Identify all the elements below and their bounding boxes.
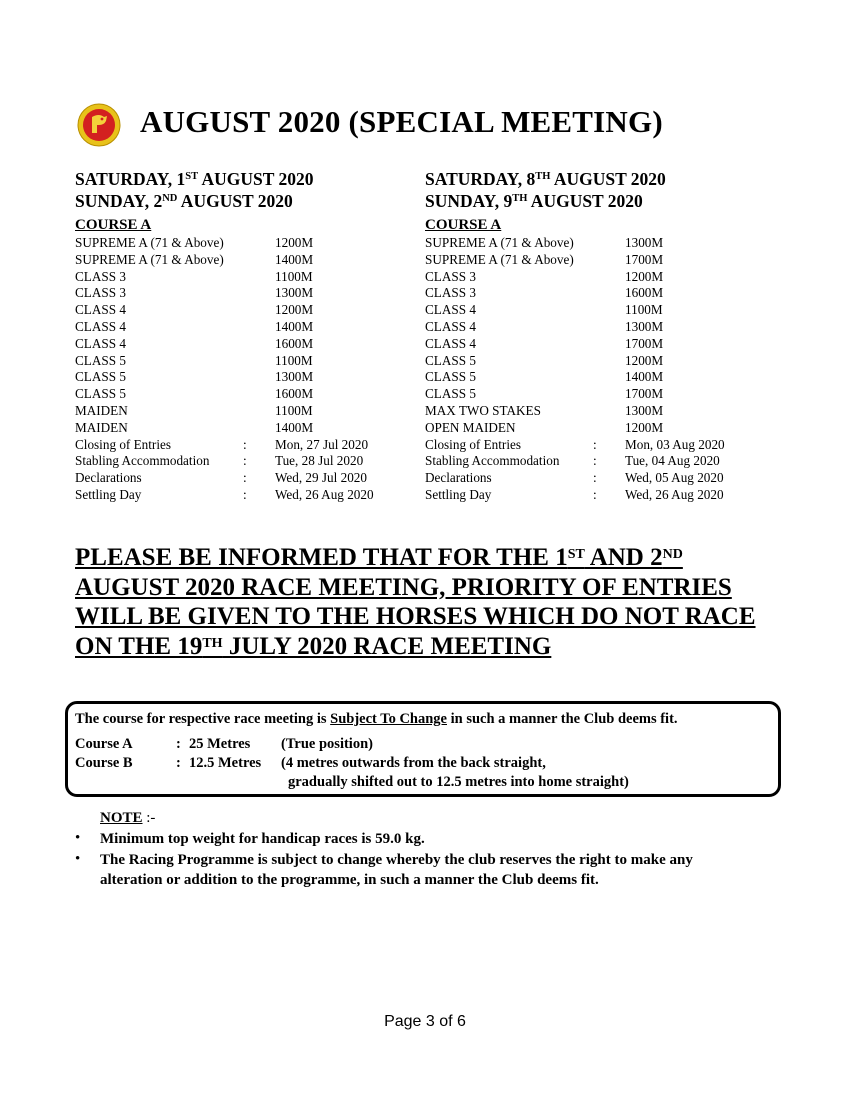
race-list — [425, 235, 765, 437]
bullet-icon: • — [75, 830, 81, 846]
race-row: MAX TWO STAKES 1300M — [425, 402, 664, 418]
meeting-date-2: SUNDAY, 2ND AUGUST 2020 — [75, 191, 293, 211]
course-a-note: (True position) — [281, 736, 373, 752]
date-row: Stabling Accommodation : Tue, 28 Jul 2020 — [75, 453, 364, 469]
key-dates — [425, 437, 765, 504]
race-row: CLASS 4 1300M — [425, 318, 664, 334]
race-row: MAIDEN 1400M — [75, 419, 314, 435]
race-row: CLASS 5 1400M — [425, 369, 664, 385]
meeting-date-1: SATURDAY, 8TH AUGUST 2020 — [425, 169, 666, 189]
race-row: SUPREME A (71 & Above) 1700M — [425, 251, 664, 267]
course-b-colon: : — [176, 755, 181, 771]
race-row: CLASS 5 1600M — [75, 386, 314, 402]
course-a-value: 25 Metres — [189, 736, 251, 752]
notice-line-4: ON THE 19TH JULY 2020 RACE MEETING — [75, 632, 552, 660]
race-row: SUPREME A (71 & Above) 1300M — [425, 235, 664, 250]
race-list — [75, 235, 415, 437]
note-bullet-2: The Racing Programme is subject to change whereby the club reserves the right to make any alteration or addition to the programme, in such a manner the Club deems fit. — [100, 852, 693, 888]
race-row: MAIDEN 1100M — [75, 402, 313, 418]
date-row: Stabling Accommodation : Tue, 04 Aug 2020 — [425, 453, 720, 469]
note-bullet-1: Minimum top weight for handicap races is 59.0 kg. — [100, 831, 425, 847]
race-row: CLASS 5 1200M — [425, 352, 664, 368]
date-row: Closing of Entries : Mon, 27 Jul 2020 — [75, 436, 369, 452]
club-logo — [77, 103, 121, 147]
race-row: CLASS 5 1100M — [75, 352, 313, 368]
race-row: OPEN MAIDEN 1200M — [425, 419, 664, 435]
race-row: CLASS 3 1200M — [425, 268, 664, 284]
race-row: CLASS 4 1200M — [75, 302, 314, 318]
course-heading: COURSE A — [425, 217, 502, 233]
course-b-value: 12.5 Metres — [189, 755, 262, 771]
race-row: CLASS 4 1400M — [75, 318, 314, 334]
race-row: CLASS 4 1700M — [425, 335, 664, 351]
date-row: Declarations : Wed, 29 Jul 2020 — [75, 470, 367, 486]
course-heading: COURSE A — [75, 217, 152, 233]
course-a-colon: : — [176, 736, 181, 752]
key-dates — [75, 437, 415, 504]
race-row: SUPREME A (71 & Above) 1200M — [75, 235, 314, 250]
course-position-box — [65, 701, 781, 797]
date-row: Settling Day : Wed, 26 Aug 2020 — [75, 486, 374, 502]
race-row: CLASS 3 1600M — [425, 285, 664, 301]
meeting-column-left — [75, 168, 415, 504]
page-number: Page 3 of 6 — [384, 1013, 466, 1030]
course-b-note-cont: gradually shifted out to 12.5 metres into home straight) — [288, 774, 629, 790]
bullet-icon: • — [75, 851, 81, 867]
race-row: CLASS 4 1600M — [75, 335, 314, 351]
course-b-label: Course B — [75, 755, 133, 771]
race-row: CLASS 5 1700M — [425, 386, 664, 402]
race-row: CLASS 5 1300M — [75, 369, 314, 385]
meeting-date-1: SATURDAY, 1ST AUGUST 2020 — [75, 169, 314, 189]
course-b-note: (4 metres outwards from the back straight, — [281, 755, 546, 771]
date-row: Settling Day : Wed, 26 Aug 2020 — [425, 486, 724, 502]
race-row: CLASS 4 1100M — [425, 302, 663, 318]
course-a-label: Course A — [75, 736, 133, 752]
priority-notice — [75, 543, 756, 661]
date-row: Closing of Entries : Mon, 03 Aug 2020 — [425, 436, 725, 452]
meeting-column-right — [425, 168, 765, 504]
race-row: CLASS 3 1100M — [75, 268, 313, 284]
course-intro: The course for respective race meeting is Subject To Change in such a manner the Club deems fit. — [75, 711, 678, 727]
page-title: AUGUST 2020 (SPECIAL MEETING) — [140, 104, 663, 139]
meeting-date-2: SUNDAY, 9TH AUGUST 2020 — [425, 191, 643, 211]
race-row: CLASS 3 1300M — [75, 285, 314, 301]
race-row: SUPREME A (71 & Above) 1400M — [75, 251, 314, 267]
notice-line-1: PLEASE BE INFORMED THAT FOR THE 1ST AND 2ND — [75, 544, 683, 571]
note-heading: NOTE :- — [100, 810, 156, 826]
date-row: Declarations : Wed, 05 Aug 2020 — [425, 470, 724, 486]
notice-line-2: AUGUST 2020 RACE MEETING, PRIORITY OF ENTRIES — [75, 573, 732, 601]
notice-line-3: WILL BE GIVEN TO THE HORSES WHICH DO NOT RACE — [75, 603, 756, 630]
